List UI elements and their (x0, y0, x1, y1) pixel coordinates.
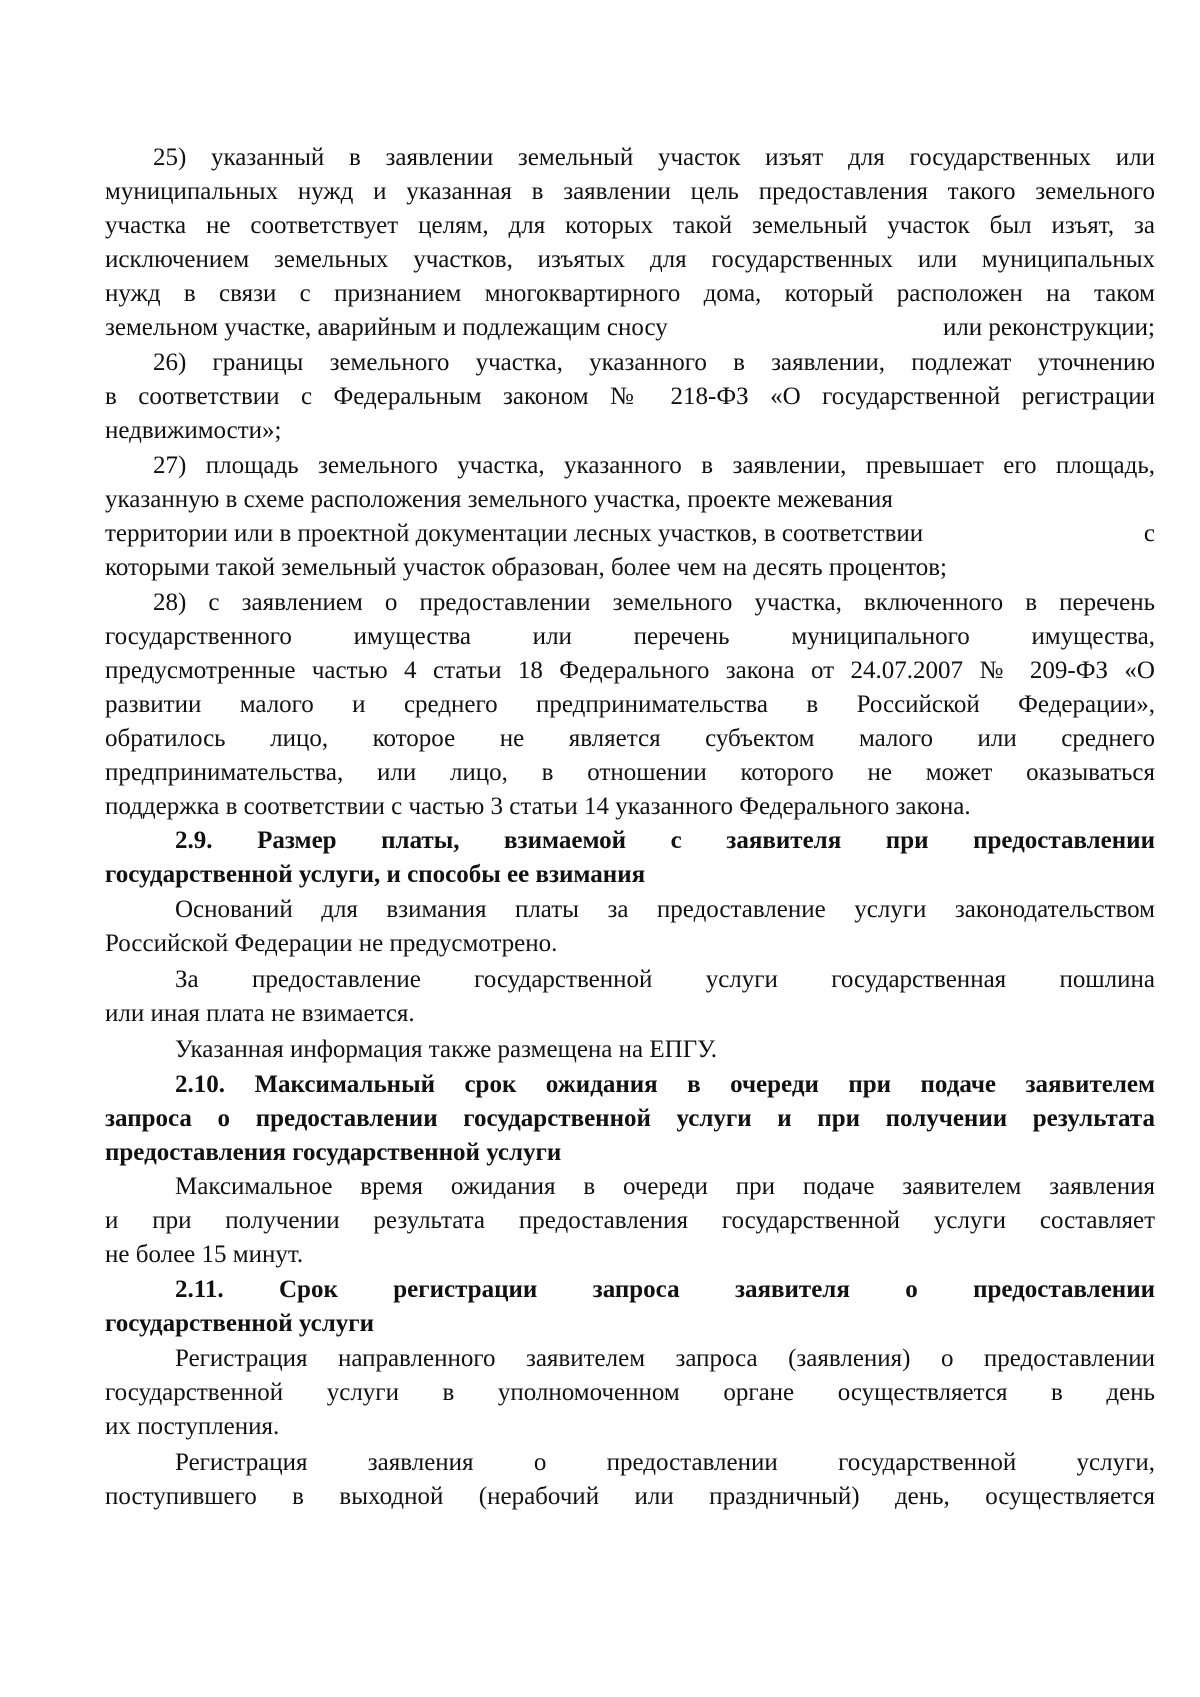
section-2-11-para-1-line-1: Регистрация направленного заявителем запроса (заявления) о предоставлении (175, 1345, 1155, 1372)
paragraph-28-line-1: 28) с заявлением о предоставлении земельного участка, включенного в перечень (153, 589, 1155, 616)
section-2-9-para-2-line-1: За предоставление государственной услуги государственная пошлина (175, 966, 1155, 993)
paragraph-28-line-6: предпринимательства, или лицо, в отношении которого не может оказываться (105, 759, 1155, 786)
paragraph-25-line-4: исключением земельных участков, изъятых для государственных или муниципальных (105, 246, 1155, 273)
paragraph-28-line-3: предусмотренные частью 4 статьи 18 Федерального закона от 24.07.2007 № 209-ФЗ «О (105, 657, 1155, 684)
paragraph-25-line-1: 25) указанный в заявлении земельный участок изъят для государственных или (153, 144, 1155, 171)
section-2-11-para-1-line-2: государственной услуги в уполномоченном органе осуществляется в день (105, 1379, 1155, 1406)
paragraph-25-line-6-end: или реконструкции; (942, 314, 1155, 341)
paragraph-26-line-2: в соответствии с Федеральным законом № 218-ФЗ «О государственной регистрации (105, 383, 1155, 410)
paragraph-25-line-3: участка не соответствует целям, для которых такой земельный участок был изъят, за (105, 212, 1155, 239)
paragraph-26-line-1: 26) границы земельного участка, указанного в заявлении, подлежат уточнению (153, 349, 1155, 376)
paragraph-28-line-5: обратилось лицо, которое не является субъектом малого или среднего (105, 725, 1155, 752)
section-2-9-heading-line-1: 2.9. Размер платы, взимаемой с заявителя при предоставлении (175, 827, 1155, 854)
paragraph-27-line-3-end: с (1143, 520, 1155, 547)
paragraph-25-line-6-start: земельном участке, аварийным и подлежащим сносу (105, 314, 668, 341)
paragraph-28-line-4: развитии малого и среднего предпринимательства в Российской Федерации», (105, 691, 1155, 718)
paragraph-27-line-4: которыми такой земельный участок образован, более чем на десять процентов; (105, 554, 948, 581)
section-2-10-heading-line-1: 2.10. Максимальный срок ожидания в очереди при подаче заявителем (175, 1071, 1155, 1098)
section-2-10-para-line-2: и при получении результата предоставления государственной услуги составляет (105, 1207, 1155, 1234)
paragraph-27-line-1: 27) площадь земельного участка, указанного в заявлении, превышает его площадь, (153, 452, 1155, 479)
section-2-11-heading-line-2: государственной услуги (105, 1310, 375, 1337)
paragraph-26-line-3: недвижимости»; (105, 417, 282, 444)
paragraph-25-line-2: муниципальных нужд и указанная в заявлении цель предоставления такого земельного (105, 178, 1155, 205)
section-2-10-heading-line-3: предоставления государственной услуги (105, 1139, 562, 1166)
paragraph-27-line-2: указанную в схеме расположения земельного участка, проекте межевания (105, 486, 893, 513)
paragraph-25-line-6 (105, 310, 1155, 346)
section-2-11-para-1-line-3: их поступления. (105, 1413, 280, 1440)
section-2-9-para-2-line-2: или иная плата не взимается. (105, 1000, 415, 1027)
paragraph-28-line-2: государственного имущества или перечень муниципального имущества, (105, 623, 1155, 650)
section-2-10-para-line-3: не более 15 минут. (105, 1241, 304, 1268)
section-2-10-heading-line-2: запроса о предоставлении государственной услуги и при получении результата (105, 1105, 1155, 1132)
section-2-10-para-line-1: Максимальное время ожидания в очереди при подаче заявителем заявления (175, 1173, 1155, 1200)
section-2-9-para-3: Указанная информация также размещена на ЕПГУ. (175, 1036, 718, 1063)
section-2-9-para-1-line-1: Оснований для взимания платы за предоставление услуги законодательством (175, 896, 1155, 923)
paragraph-28-line-7: поддержка в соответствии с частью 3 статьи 14 указанного Федерального закона. (105, 793, 971, 820)
paragraph-25-line-5: нужд в связи с признанием многоквартирного дома, который расположен на таком (105, 280, 1155, 307)
section-2-9-heading-line-2: государственной услуги, и способы ее взимания (105, 861, 646, 888)
paragraph-27-line-3-start: территории или в проектной документации лесных участков, в соответствии (105, 520, 924, 547)
section-2-11-heading-line-1: 2.11. Срок регистрации запроса заявителя о предоставлении (175, 1276, 1155, 1303)
section-2-11-para-2-line-1: Регистрация заявления о предоставлении государственной услуги, (175, 1449, 1155, 1476)
section-2-9-para-1-line-2: Российской Федерации не предусмотрено. (105, 930, 558, 957)
section-2-11-para-2-line-2: поступившего в выходной (нерабочий или праздничный) день, осуществляется (105, 1483, 1155, 1510)
paragraph-27-line-3 (105, 516, 1155, 552)
